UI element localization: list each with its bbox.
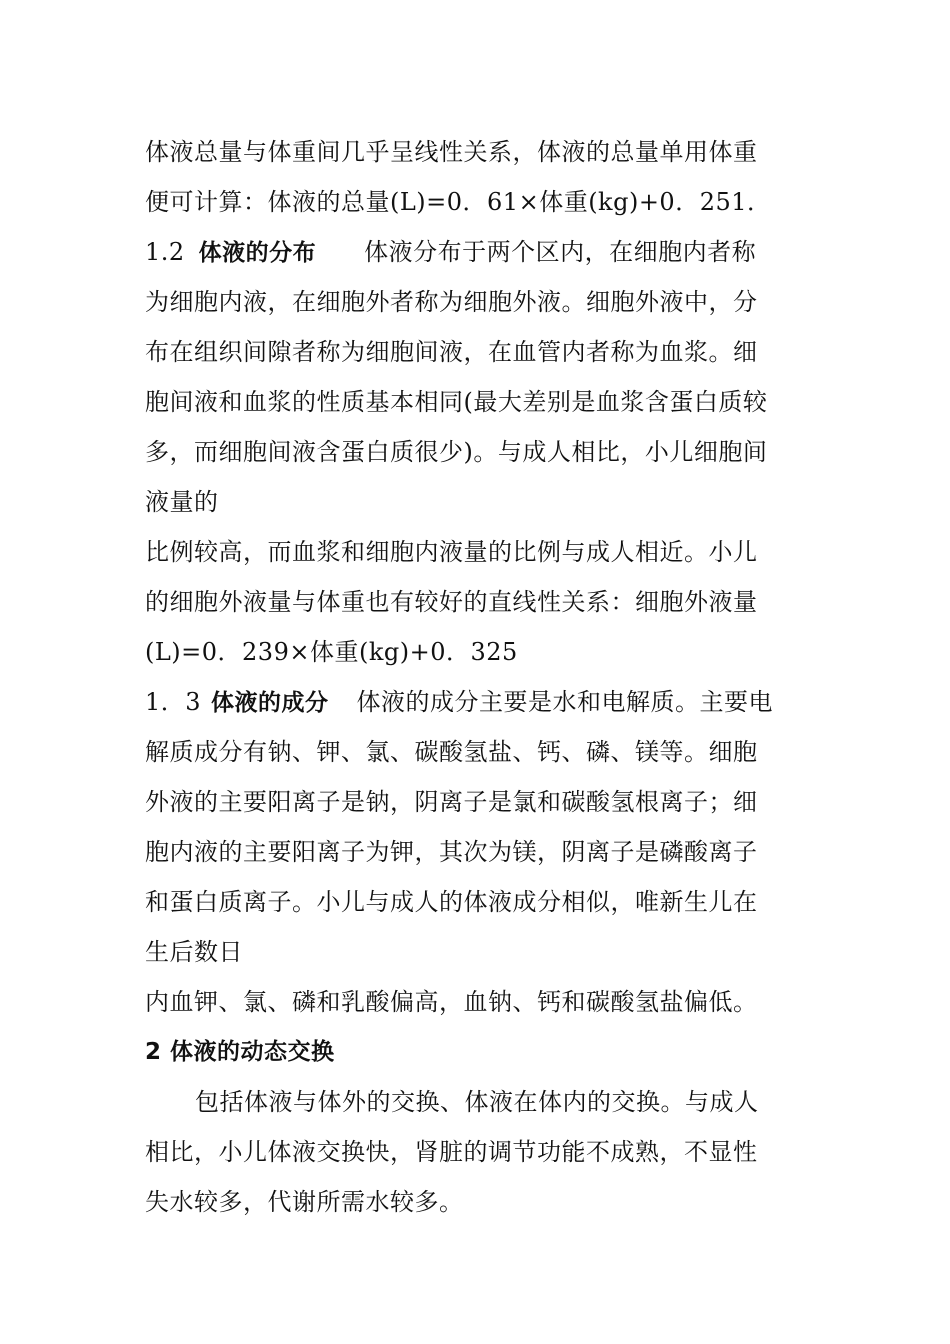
section-heading: 体液的成分 bbox=[211, 690, 329, 716]
paragraph-line: 体液总量与体重间几乎呈线性关系，体液的总量单用体重 bbox=[145, 138, 758, 166]
paragraph-line: 液量的 bbox=[145, 488, 219, 516]
paragraph-line: 内血钾、氯、磷和乳酸偏高，血钠、钙和碳酸氢盐偏低。 bbox=[145, 988, 758, 1016]
paragraph-line: 失水较多，代谢所需水较多。 bbox=[145, 1188, 464, 1216]
section-text: 体液分布于两个区内，在细胞内者称 bbox=[364, 238, 757, 266]
paragraph-line: 包括体液与体外的交换、体液在体内的交换。与成人 bbox=[195, 1088, 759, 1116]
paragraph-line: 外液的主要阳离子是钠，阴离子是氯和碳酸氢根离子；细 bbox=[145, 788, 758, 816]
paragraph-line: 胞间液和血浆的性质基本相同(最大差别是血浆含蛋白质较 bbox=[145, 388, 768, 416]
section-number: 1．3 bbox=[145, 688, 202, 716]
paragraph-line: 的细胞外液量与体重也有较好的直线性关系：细胞外液量 bbox=[145, 588, 758, 616]
paragraph-line: 为细胞内液，在细胞外者称为细胞外液。细胞外液中，分 bbox=[145, 288, 758, 316]
section-1-3-line bbox=[145, 687, 805, 718]
paragraph-line: (L)=0．239×体重(kg)+0．325 bbox=[145, 638, 518, 666]
paragraph-line: 和蛋白质离子。小儿与成人的体液成分相似，唯新生儿在 bbox=[145, 888, 758, 916]
section-number: 1.2 bbox=[145, 238, 185, 266]
paragraph-line: 相比，小儿体液交换快，肾脏的调节功能不成熟，不显性 bbox=[145, 1138, 758, 1166]
paragraph-line: 便可计算：体液的总量(L)=0．61×体重(kg)+0．251． bbox=[145, 188, 772, 216]
paragraph-line: 多，而细胞间液含蛋白质很少)。与成人相比，小儿细胞间 bbox=[145, 438, 768, 466]
paragraph-line: 解质成分有钠、钾、氯、碳酸氢盐、钙、磷、镁等。细胞 bbox=[145, 738, 758, 766]
paragraph-line: 比例较高，而血浆和细胞内液量的比例与成人相近。小儿 bbox=[145, 538, 758, 566]
paragraph-line: 布在组织间隙者称为细胞间液，在血管内者称为血浆。细 bbox=[145, 338, 758, 366]
section-1-2-line bbox=[145, 237, 805, 268]
section-heading: 体液的分布 bbox=[198, 240, 317, 266]
section-text: 体液的成分主要是水和电解质。主要电 bbox=[356, 688, 774, 716]
section-2-heading: 2 体液的动态交换 bbox=[145, 1039, 335, 1065]
paragraph-line: 胞内液的主要阳离子为钾，其次为镁，阴离子是磷酸离子 bbox=[145, 838, 758, 866]
paragraph-line: 生后数日 bbox=[145, 938, 243, 966]
